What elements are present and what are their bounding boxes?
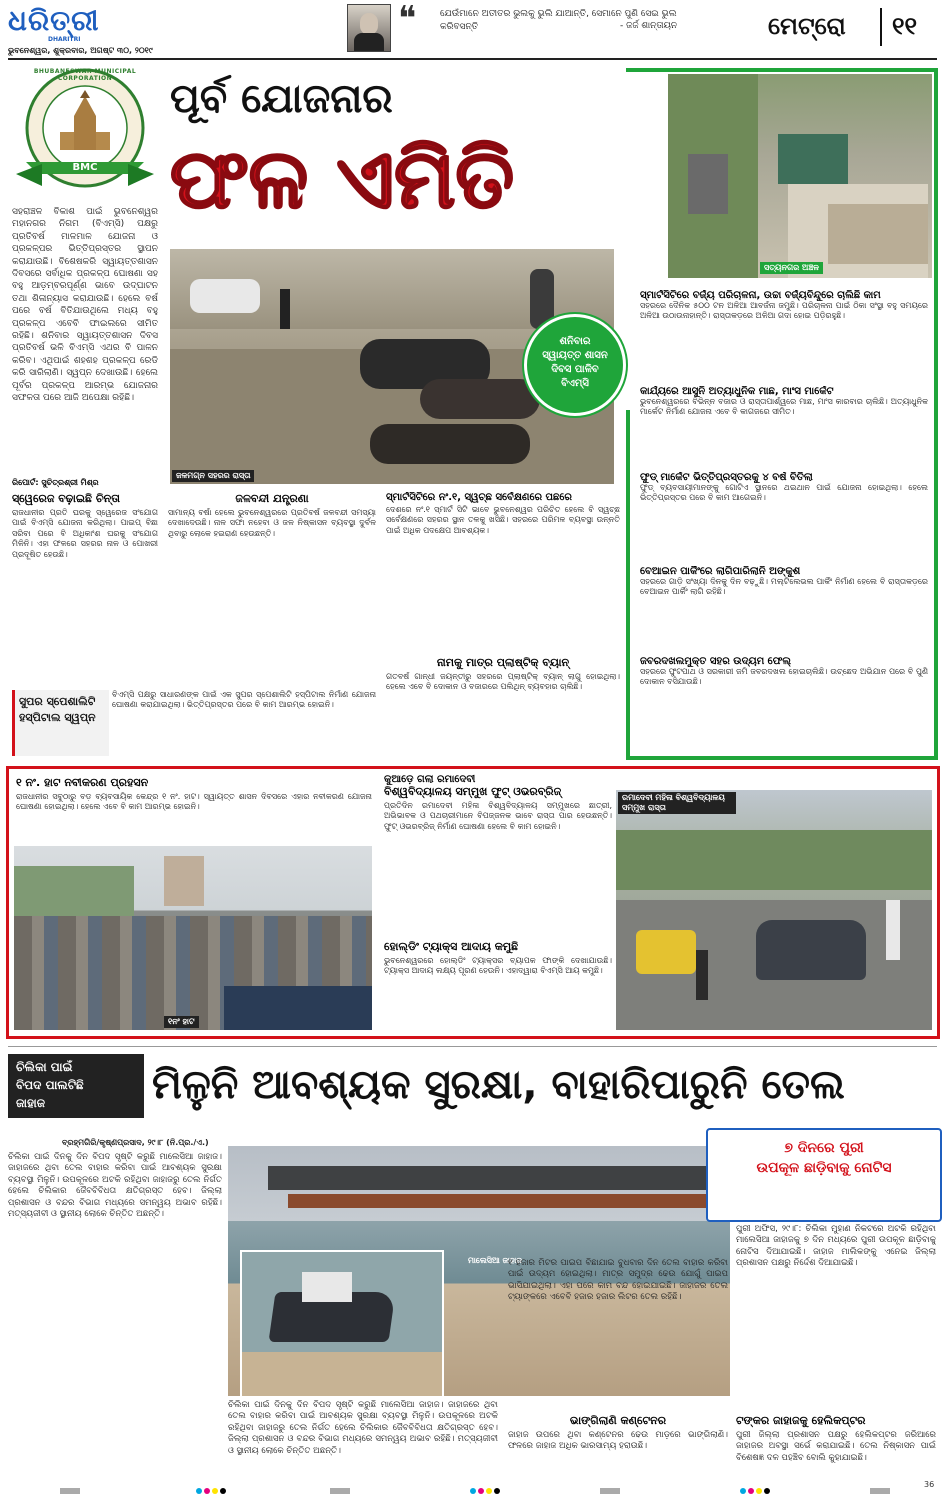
holding-story xyxy=(384,940,612,1032)
green-item-4-body: ସହରରେ ଗାଡ଼ି ସଂଖ୍ୟା ଦିନକୁ ଦିନ ବଢ଼ୁଛି। ମଲ୍ଟିଲେଭଲ ପାର୍କିଂ ନିର୍ମାଣ ହେଲେ ବି ରାସ୍ତାକଡ଼ରେ ବେଆଇନ ପାର୍କିଂ ଲାଗି ରହିଛି। xyxy=(640,577,928,597)
tanker-head: ଟଙ୍କର ଜାହାଜକୁ ହେଲିକପ୍ଟର xyxy=(736,1414,866,1427)
tanker-story xyxy=(736,1414,936,1484)
section-divider xyxy=(880,8,882,46)
green-item-1-head: ସ୍ମାର୍ଟସିଟିରେ ବର୍ଜ୍ୟ ପରିଚାଳନା, ଉଚ୍ଚା ବର୍ଜ୍ୟବିନ୍ଦୁରେ ଚାଲିଛି କାମ xyxy=(640,290,881,301)
red-border-bottom xyxy=(6,1036,940,1039)
bottom-kicker xyxy=(8,1054,144,1118)
tanker-body: ପୁରୀ ଜିଲ୍ଲା ପ୍ରଶାସନ ପକ୍ଷରୁ ହେଲିକପ୍ଟର ଜରିଆରେ ଜାହାଜର ଅବସ୍ଥା ସର୍ଭେ କରାଯାଇଛି। ତେଲ ନିଷ୍କାସନ ପାଇଁ ବିଶେଷଜ୍ଞ ଦଳ ପହଞ୍ଚିବ ବୋଲି କୁହାଯାଇଛି। xyxy=(736,1430,936,1463)
green-item-5-body: ସହରରେ ଫୁଟପାଥ ଓ ସରକାରୀ ଜମି ଜବରଦଖଲ ହୋଇଚାଲିଛି। ଉଚ୍ଛେଦ ଅଭିଯାନ ପରେ ବି ପୁଣି ଦୋକାନ ବସିଯାଉଛି। xyxy=(640,667,928,687)
logo-sub: DHARITRI xyxy=(48,36,81,43)
smartcity-head: ସ୍ମାର୍ଟସିଟିରେ ନଂ.୧, ସ୍ୱଚ୍ଛ ସର୍ବେକ୍ଷଣରେ ପଛରେ xyxy=(386,492,572,503)
bmc-ring-text: BHUBANESWAR MUNICIPAL CORPORATION xyxy=(33,68,137,82)
green-border-bottom xyxy=(626,756,938,760)
green-item-5 xyxy=(640,656,928,752)
bmc-logo xyxy=(12,66,158,200)
badge-line-4: ବିଏମ୍‌ସି xyxy=(561,378,589,389)
bottom-dateline: ବ୍ରହ୍ମଗିରି/କୃଷ୍ଣପ୍ରସାଦ, ୨୯।୮ (ନି.ପ୍ର./ଏ.) xyxy=(62,1138,209,1147)
smartcity-body: ଦେଶରେ ନଂ.୧ ସ୍ମାର୍ଟ ସିଟି ଭାବେ ଭୁବନେଶ୍ୱର ପରିଚିତ ହେଲେ ବି ସ୍ୱଚ୍ଛ ସର୍ବେକ୍ଷଣରେ ସହରର ସ୍ଥାନ ତଳକୁ ଖସିଛି। ସହରରେ ପରିମଳ ବ୍ୟବସ୍ଥା ଉନ୍ନତି ପାଇଁ ଅଧିକ ପଦକ୍ଷେପ ଆବଶ୍ୟକ। xyxy=(386,505,620,535)
green-border-top xyxy=(626,68,938,72)
flyover-story xyxy=(384,774,612,934)
haat-body: ରାଜଧାନୀର ସବୁଠାରୁ ବଡ଼ ବ୍ୟବସାୟିକ କେନ୍ଦ୍ର ୧ ନଂ. ହାଟ। ସ୍ୱାୟତ୍ତ ଶାସନ ଦିବସରେ ଏହାର ନବୀକରଣ ଯୋଜନା ଘୋଷଣା ହୋଇଥିଲା। ହେଲେ ଏବେ ବି କାମ ଆରମ୍ଭ ହୋଇନି। xyxy=(16,792,372,812)
notice-body: ପୁରୀ ଅଫିସ, ୨୯।୮: ଚିଲିକା ମୁହାଣ ନିକଟରେ ଅଟକି ରହିଥିବା ମାଲେସିଆ ଜାହାଜକୁ ୭ ଦିନ ମଧ୍ୟରେ ପୁରୀ ଉପକୂଳ ଛାଡ଼ିବାକୁ ନୋଟିସ ଦିଆଯାଇଛି। ଜାହାଜ ମାଲିକଙ୍କୁ ଏନେଇ ଜିଲ୍ଲା ପ୍ରଶାସନ ପକ୍ଷରୁ ନିର୍ଦ୍ଦେଶ ଦିଆଯାଇଛି। xyxy=(736,1224,936,1269)
ship-bottom-left-story xyxy=(228,1400,498,1484)
green-item-4-head: ବେଆଇନ ପାର୍କିଂରେ ଲାଗିପାରିଲାନି ଅଙ୍କୁଶ xyxy=(640,566,801,577)
ship-left-story xyxy=(8,1152,222,1482)
lead-kicker: ପୂର୍ବ ଯୋଜନାର xyxy=(170,76,393,122)
haat-photo xyxy=(14,846,372,1030)
lead-badge xyxy=(524,314,626,416)
sewerage-story xyxy=(12,492,158,682)
hospital-head: ସୁପର ସ୍ପେଶାଲିଟି ହସ୍ପିଟାଲ ସ୍ୱପ୍ନ xyxy=(19,695,96,724)
green-item-3 xyxy=(640,472,928,562)
launch-head: ଭାଙ୍ଗିଲାଣି କଣ୍ଟେନର xyxy=(569,1414,667,1427)
water-body: ସାମାନ୍ୟ ବର୍ଷା ହେଲେ ଭୁବନେଶ୍ୱରରେ ପ୍ରତିବର୍ଷ ଜଳବନ୍ଦୀ ସମସ୍ୟା ଦେଖାଦେଉଛି। ନାଳ ସଫା ନହେବା ଓ ଜଳ ନିଷ୍କାସନ ବ୍ୟବସ୍ଥା ଦୁର୍ବଳ ଥିବାରୁ ଲୋକେ ହଇରାଣ ହେଉଛନ୍ତି। xyxy=(168,508,376,538)
notice-box xyxy=(706,1128,942,1222)
red-border-top xyxy=(6,766,940,769)
lead-intro: ସହରାଞ୍ଚଳ ବିକାଶ ପାଇଁ ଭୁବନେଶ୍ୱର ମହାନଗର ନିଗମ (ବିଏମ୍‌ସି) ପକ୍ଷରୁ ପ୍ରତିବର୍ଷ ମାଳମାଳ ଯୋଜନା ଓ ପ୍ରକଳ୍ପର ଭିତ୍ତିପ୍ରସ୍ତର ସ୍ଥାପନ କରାଯାଉଛି। ବିଶେଷକରି ସ୍ୱାୟତ୍ତଶାସନ ଦିବସରେ ସର୍ବାଧିକ ପ୍ରକଳ୍ପ ଘୋଷଣା ସହ ବହୁ ଆଡ଼ମ୍ବରପୂର୍ଣ୍ଣ ଭାବେ ଉଦ୍‌ଘାଟନ ତଥା ଶିଳାନ୍ୟାସ କରାଯାଉଛି। ହେଲେ ବର୍ଷ ପରେ ବର୍ଷ ବିତିଯାଉଥିଲେ ମଧ୍ୟ ବହୁ ପ୍ରକଳ୍ପ ଏବେବି ଫାଇଲରେ ସୀମିତ ରହିଛି। ଶନିବାର ସ୍ୱାୟତ୍ତଶାସନ ଦିବସ ପ୍ରତିବର୍ଷ ଭଳି ବିଏମ୍‌ସି ଏଥର ବି ପାଳନ କରିବ। ଏଥିପାଇଁ ଶହଶହ ପ୍ରକଳ୍ପ ରେଡି କରି ସାରିଲାଣି। ସ୍ୱପ୍ନ ଦେଖାଉଛି। ହେଲେ ପୂର୍ବର ପ୍ରକଳ୍ପ ଆରମ୍ଭ ଯୋଜନାର ସଫଳତା ପରେ ଆଜି ଅପେକ୍ଷା ରହିଛି। xyxy=(12,207,158,404)
lead-headline: ଫଳ ଏମିତି xyxy=(170,132,514,227)
haat-head: ୧ ନଂ. ହାଟ ନବୀକରଣ ପ୍ରହସନ xyxy=(16,776,149,789)
holding-head: ହୋଲ୍ଡିଂ ଟ୍ୟାକ୍ସ ଆଦାୟ କମୁଛି xyxy=(384,940,519,953)
bmc-badge: BMC xyxy=(72,162,98,173)
masthead-rule xyxy=(8,58,937,60)
green-item-1-body: ସହରରେ ଦୈନିକ ୫୦୦ ଟନ ଅଳିଆ ଆବର୍ଜନା ଜମୁଛି। ପରିଚାଳନା ପାଇଁ ଠିକା ସଂସ୍ଥା ବହୁ ସମୟରେ ଅଳିଆ ଉଠାଉନାହାନ୍ତି। ରାସ୍ତାକଡ଼ରେ ଅଳିଆ ଗଦା ହୋଇ ପଡ଼ିରହୁଛି। xyxy=(640,301,928,321)
ship-left-body: ଚିଲିକା ପାଇଁ ଦିନକୁ ଦିନ ବିପଦ ସୃଷ୍ଟି କରୁଛି ମାଲେସିଆ ଜାହାଜ। ଜାହାଜରେ ଥିବା ତେଲ ବାହାର କରିବା ପାଇଁ ଆବଶ୍ୟକ ସୁରକ୍ଷା ବ୍ୟବସ୍ଥା ମିଳୁନି। ଉପକୂଳରେ ଅଟକି ରହିଥିବା ଜାହାଜରୁ ତେଲ ନିର୍ଗତ ହେଲେ ଚିଲିକାର ଜୈବବିବିଧତା କ୍ଷତିଗ୍ରସ୍ତ ହେବ। ଜିଲ୍ଲା ପ୍ରଶାସନ ଓ ବନ୍ଦର ବିଭାଗ ମଧ୍ୟରେ ସମନ୍ୱୟ ଅଭାବ ରହିଛି। ମତ୍ସ୍ୟଜୀବୀ ଓ ସ୍ଥାନୀୟ ଲୋକେ ଚିନ୍ତିତ ଅଛନ୍ତି। xyxy=(8,1152,222,1220)
red-border-left xyxy=(6,766,9,1039)
kicker-line-3: ଜାହାଜ xyxy=(16,1096,46,1110)
ship-bottom-left-body: ଚିଲିକା ପାଇଁ ଦିନକୁ ଦିନ ବିପଦ ସୃଷ୍ଟି କରୁଛି ମାଲେସିଆ ଜାହାଜ। ଜାହାଜରେ ଥିବା ତେଲ ବାହାର କରିବା ପାଇଁ ଆବଶ୍ୟକ ସୁରକ୍ଷା ବ୍ୟବସ୍ଥା ମିଳୁନି। ଉପକୂଳରେ ଅଟକି ରହିଥିବା ଜାହାଜରୁ ତେଲ ନିର୍ଗତ ହେଲେ ଚିଲିକାର ଜୈବବିବିଧତା କ୍ଷତିଗ୍ରସ୍ତ ହେବ। ଜିଲ୍ଲା ପ୍ରଶାସନ ଓ ବନ୍ଦର ବିଭାଗ ମଧ୍ୟରେ ସମନ୍ୱୟ ଅଭାବ ରହିଛି। ମତ୍ସ୍ୟଜୀବୀ ଓ ସ୍ଥାନୀୟ ଲୋକେ ଚିନ୍ତିତ ଅଛନ୍ତି। xyxy=(228,1400,498,1456)
green-item-4 xyxy=(640,566,928,652)
flyover-body: ପ୍ରତିଦିନ ରମାଦେବୀ ମହିଳା ବିଶ୍ୱବିଦ୍ୟାଳୟ ସମ୍ମୁଖରେ ଛାତ୍ରୀ, ଅଭିଭାବକ ଓ ପଥଚାରୀମାନେ ବିପଜ୍ଜନକ ଭାବେ ରାସ୍ତା ପାର ହେଉଛନ୍ତି। ଫୁଟ୍ ଓଭରବ୍ରିଜ୍ ନିର୍ମାଣ ଘୋଷଣା ହେଲେ ବି କାମ ହୋଇନି। xyxy=(384,801,612,831)
badge-line-3: ଦିବସ ପାଳିବ xyxy=(551,364,599,375)
quote-portrait xyxy=(347,4,391,52)
page-number: ୧୧ xyxy=(892,12,918,40)
hospital-head-box xyxy=(12,690,109,756)
flyover-head: ବିଶ୍ୱବିଦ୍ୟାଳୟ ସମ୍ମୁଖ ଫୁଟ୍ ଓଭରବ୍ରିଜ୍ xyxy=(384,785,562,798)
green-item-3-body: ଫୁଡ୍‌ ବ୍ୟବସାୟୀମାନଙ୍କୁ ଗୋଟିଏ ସ୍ଥାନରେ ଥଇଥାନ ପାଇଁ ଯୋଜନା ହୋଇଥିଲା। ହେଲେ ଭିତ୍ତିପ୍ରସ୍ତର ପରେ ବି କାମ ଆଗେଇନି। xyxy=(640,483,928,503)
ship-inset xyxy=(240,1250,444,1396)
masthead xyxy=(0,0,945,58)
bottom-headline: ମିଳୁନି ଆବଶ୍ୟକ ସୁରକ୍ଷା, ବାହାରିପାରୁନି ତେଲ xyxy=(152,1062,845,1108)
road-photo xyxy=(616,790,932,1030)
green-item-2-body: ଭୁବନେଶ୍ୱରରେ ବିଭିନ୍ନ ବଜାର ଓ ରାସ୍ତାପାର୍ଶ୍ୱରେ ମାଛ, ମାଂସ କାରବାର ଚାଲିଛି। ଅତ୍ୟାଧୁନିକ ମାର୍କେଟ ନିର୍ମାଣ ଯୋଜନା ଏବେ ବି କାଗଜରେ ସୀମିତ। xyxy=(640,397,928,417)
water-head: ଜଳବନ୍ଦୀ ଯନ୍ତ୍ରଣା xyxy=(235,492,309,505)
garbage-photo xyxy=(668,74,932,278)
launch-story xyxy=(508,1414,728,1484)
ship-photo-note: ମାଲେସିଆ ଜାହାଜ xyxy=(468,1256,522,1265)
kicker-line-2: ବିପଦ ପାଲଟିଛି xyxy=(16,1078,84,1092)
green-item-2 xyxy=(640,386,928,468)
water-story xyxy=(168,492,376,682)
green-item-1 xyxy=(640,290,928,382)
kicker-line-1: ଚିଲିକା ପାଇଁ xyxy=(16,1060,73,1074)
quote-author: - ଜର୍ଜ ଶାନ୍ତାୟନ xyxy=(620,21,678,31)
logo xyxy=(8,4,118,38)
plastic-story xyxy=(386,656,620,764)
flood-photo-caption: ଜଳମଗ୍ନ ସହରର ରାସ୍ତା xyxy=(172,470,254,482)
sewerage-head: ସ୍ୱେରେଜ ବଢ଼ାଇଛି ଚିନ୍ତା xyxy=(12,492,120,505)
badge-line-2: ସ୍ୱାୟତ୍ତ ଶାସନ xyxy=(542,350,608,361)
garbage-photo-caption: ସତ୍ୟନଗର ଅଞ୍ଚଳ xyxy=(760,262,823,274)
sewerage-body: ରାଜଧାନୀର ପ୍ରତି ଘରକୁ ସ୍ୱେରେଜ ସଂଯୋଗ ପାଇଁ ବିଏମ୍‌ସି ଯୋଜନା କରିଥିଲା। ପାଇପ୍‌ ବିଛା ସରିବା ପରେ ବି ଅଧିକାଂଶ ଘରକୁ ସଂଯୋଗ ମିଳିନି। ଏହା ଫଳରେ ସହରର ନାଳ ଓ ପୋଖରୀ ପ୍ରଦୂଷିତ ହେଉଛି। xyxy=(12,508,158,559)
holding-body: ଭୁବନେଶ୍ୱରରେ ହୋଲ୍ଡିଂ ଟ୍ୟାକ୍ସର ବ୍ୟାପକ ଫାଙ୍କି ଦେଖାଯାଉଛି। ଟ୍ୟାକ୍ସ ଆଦାୟ ଲକ୍ଷ୍ୟ ପୂରଣ ହେଉନି। ଏହାଦ୍ୱାରା ବିଏମ୍‌ସି ଆୟ କମୁଛି। xyxy=(384,956,612,976)
bottom-top-rule xyxy=(8,1046,937,1047)
green-item-5-head: ଜବରଦଖଲମୁକ୍ତ ସହର ଉଦ୍ୟମ ଫେଲ୍ xyxy=(640,656,791,667)
notice-story xyxy=(736,1224,936,1410)
lead-byline: ରିପୋର୍ଟ: ସୁଚିତ୍ରଶ୍ରୀ ମିଶ୍ର xyxy=(12,478,99,487)
quote-text: ଯେଉଁମାନେ ଅତୀତର ଭୁଲକୁ ଭୁଲି ଯାଆନ୍ତି, ସେମାନେ ପୁଣି ସେଇ ଭୁଲ କରିବସନ୍ତି xyxy=(440,9,677,32)
plastic-head: ନାମକୁ ମାତ୍ର ପ୍ଲାଷ୍ଟିକ୍ ବ୍ୟାନ୍ xyxy=(436,656,570,669)
ship-center-story xyxy=(508,1258,728,1408)
dateline: ଭୁବନେଶ୍ୱର, ଶୁକ୍ରବାର, ଅଗଷ୍ଟ ୩୦, ୨୦୧୯ xyxy=(8,46,153,55)
footer-page-number: 36 xyxy=(924,1480,935,1489)
footer-marks xyxy=(0,1486,945,1497)
ship-center-body: ୧ ହଜାର ମିଟର ପାଇପ ବିଛାଯାଇ ବୁଧବାର ଦିନ ତେଲ ବାହାର କରିବା ପାଇଁ ଉଦ୍ୟମ ହୋଇଥିଲା। ମାତ୍ର ସମୁଦ୍ର ଢେଉ ଯୋଗୁଁ ପାଇପ ଭାସିଯାଇଥିଲା। ଏହା ପରେ କାମ ବନ୍ଦ ହୋଇଯାଇଛି। ଜାହାଜର ତେଲ ଟ୍ୟାଙ୍କରେ ଏବେବି ହଜାର ହଜାର ଲିଟର ତେଲ ରହିଛି। xyxy=(508,1258,728,1303)
hospital-body: ବିଏମ୍‌ସି ପକ୍ଷରୁ ସାଧାରଣଙ୍କ ପାଇଁ ଏକ ସୁପର ସ୍ପେଶାଲିଟି ହସ୍ପିଟାଲ ନିର୍ମାଣ ଯୋଜନା ଘୋଷଣା କରାଯାଇଥିଲା। ଭିତ୍ତିପ୍ରସ୍ତର ପରେ ବି କାମ ଆରମ୍ଭ ହୋଇନି। xyxy=(112,690,376,710)
green-border-right xyxy=(934,68,938,760)
haat-photo-caption: ୧ନଂ ହାଟ xyxy=(164,1016,199,1028)
logo-text: ଧରିତ୍ରୀ xyxy=(8,4,100,37)
badge-line-1: ଶନିବାର xyxy=(559,336,591,347)
notice-head-1: ୭ ଦିନରେ ପୁରୀ xyxy=(784,1140,864,1156)
road-photo-caption: ରମାଦେବୀ ମହିଳା ବିଶ୍ୱବିଦ୍ୟାଳୟ ସମ୍ମୁଖ ରାସ୍ତା xyxy=(618,792,736,814)
plastic-body: ଗତବର୍ଷ ଗାନ୍ଧୀ ଜୟନ୍ତୀରୁ ସହରରେ ପ୍ଲାଷ୍ଟିକ୍ ବ୍ୟାନ୍ ଲାଗୁ ହୋଇଥିଲା। ହେଲେ ଏବେ ବି ଦୋକାନ ଓ ବଜାରରେ ପଲିଥିନ୍ ବ୍ୟବହାର ଚାଲିଛି। xyxy=(386,672,620,692)
launch-body: ଜାହାଜ ଉପରେ ଥିବା କଣ୍ଟେନର ଢେଉ ମାଡ଼ରେ ଭାଙ୍ଗିଲାଣି। ଫଳରେ ଜାହାଜ ଅଧିକ ଭାରସାମ୍ୟ ହରାଉଛି। xyxy=(508,1430,728,1452)
section-label: ମେଟ୍ରୋ xyxy=(768,12,846,40)
smartcity-story xyxy=(386,492,620,642)
hospital-story xyxy=(112,690,376,760)
green-item-3-head: ଫୁଡ୍‌ ମାର୍କେଟ ଭିତ୍ତିପ୍ରସ୍ତରକୁ ୪ ବର୍ଷ ବିତିଲା xyxy=(640,472,813,483)
lead-intro-box xyxy=(12,206,158,506)
quote-icon: ❝ xyxy=(398,0,417,39)
green-border-left xyxy=(626,410,630,760)
haat-story xyxy=(16,776,372,844)
notice-head-2: ଉପକୂଳ ଛାଡ଼ିବାକୁ ନୋଟିସ xyxy=(756,1160,892,1176)
red-border-right xyxy=(937,766,940,1039)
flyover-kicker: କୁଆଡ଼େ ଗଲା ରମାଦେବୀ xyxy=(384,774,476,785)
green-item-2-head: କାର୍ଯ୍ୟରେ ଆସୁନି ଅତ୍ୟାଧୁନିକ ମାଛ, ମାଂସ ମାର୍କେଟ xyxy=(640,386,834,397)
